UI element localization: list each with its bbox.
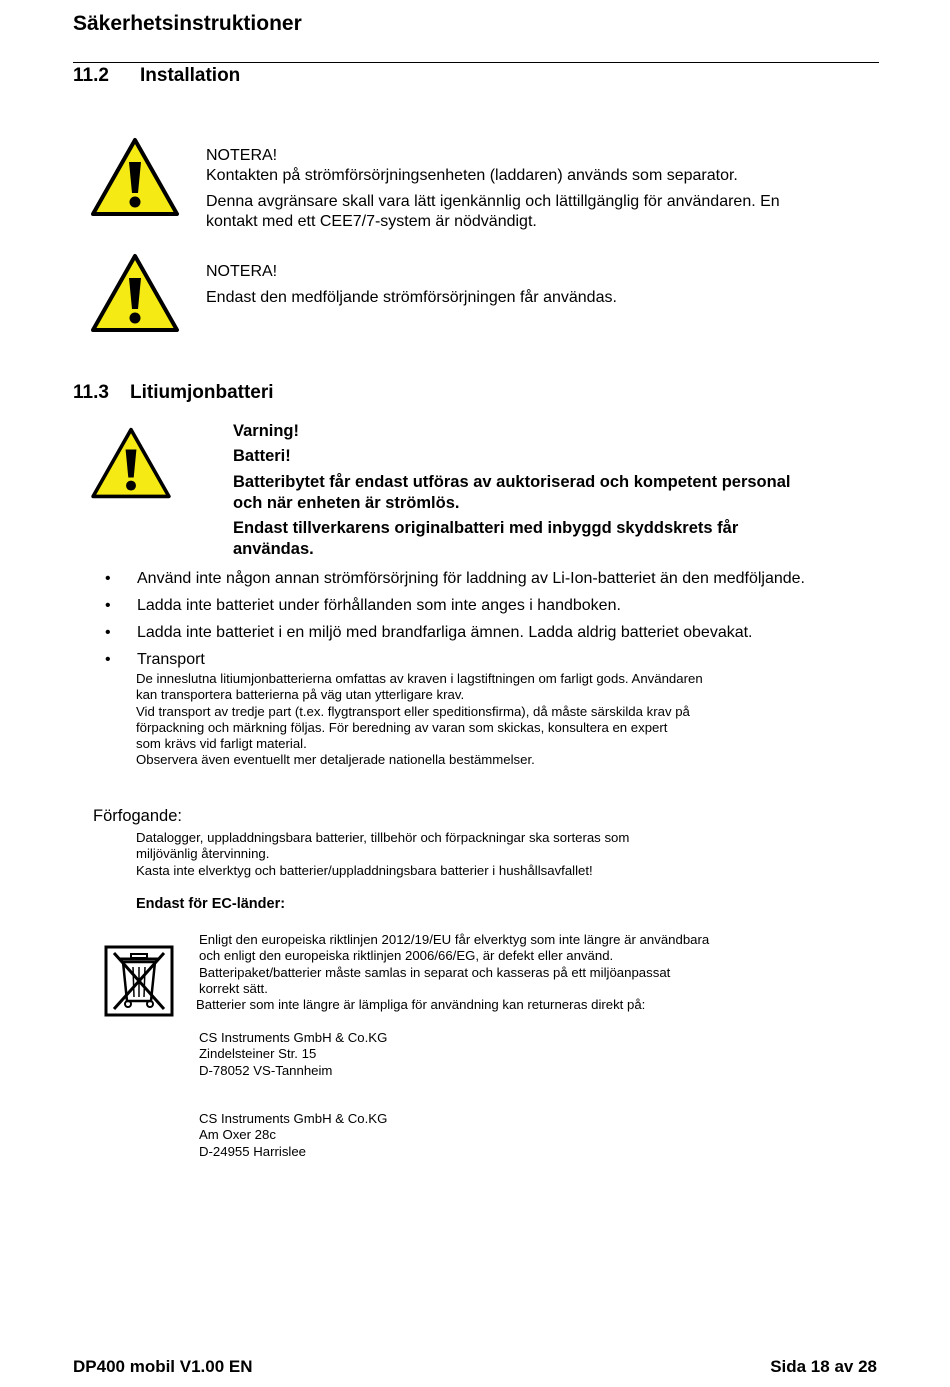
note1-line: kontakt med ett CEE7/7-system är nödvändigt. [206, 213, 537, 230]
address-line: D-78052 VS-Tannheim [199, 1062, 333, 1078]
return-line: Batterier som inte längre är lämpliga för användning kan returneras direkt på: [196, 997, 646, 1012]
warning-triangle-icon [90, 426, 172, 500]
ec-line: korrekt sätt. [199, 980, 268, 996]
list-item [105, 597, 621, 615]
list-item-text: Ladda inte batteriet under förhållanden som inte anges i handboken. [137, 597, 621, 614]
bullet-icon: • [105, 651, 111, 668]
disposal-line: Kasta inte elverktyg och batterier/uppladdningsbara batterier i hushållsavfallet! [136, 862, 593, 878]
warning-line: Varning! [233, 422, 300, 440]
bullet-icon: • [105, 624, 111, 641]
address-line: Zindelsteiner Str. 15 [199, 1046, 317, 1062]
bullet-icon: • [105, 597, 111, 614]
ec-line: och enligt den europeiska riktlinjen 2006/66/EG, är defekt eller använd. [199, 948, 614, 964]
note1-line: Kontakten på strömförsörjningsenheten (laddaren) används som separator. [206, 167, 738, 184]
list-item [105, 624, 753, 642]
transport-line: kan transportera batterierna på väg utan ytterligare krav. [136, 687, 465, 703]
address-line: CS Instruments GmbH & Co.KG [199, 1111, 388, 1126]
address-block [199, 1030, 387, 1079]
ec-line: Enligt den europeiska riktlinjen 2012/19/EU får elverktyg som inte längre är användbara [199, 932, 710, 947]
ec-heading: Endast för EC-länder: [136, 896, 286, 912]
warning-triangle-icon [90, 252, 180, 334]
transport-line: De inneslutna litiumjonbatterierna omfattas av kraven i lagstiftningen om farligt gods. Användaren [136, 671, 703, 686]
disposal-line: Datalogger, uppladdningsbara batterier, tillbehör och förpackningar ska sorteras som [136, 830, 630, 845]
transport-text [136, 671, 703, 769]
warning-line: Batteri! [233, 447, 291, 465]
crossed-bin-icon [104, 945, 174, 1022]
bullet-icon: • [105, 570, 111, 587]
warning-paragraph-line: och när enheten är strömlös. [233, 494, 460, 512]
section-11-2-number: 11.2 [73, 65, 109, 86]
address-line: Am Oxer 28c [199, 1127, 276, 1143]
transport-line: Vid transport av tredje part (t.ex. flygtransport eller speditionsfirma), då måste särskilda krav på [136, 703, 690, 719]
disposal-heading: Förfogande: [93, 807, 182, 825]
section-11-3-number: 11.3 [73, 382, 109, 403]
header-divider [73, 62, 879, 63]
footer-document-id: DP400 mobil V1.00 EN [73, 1357, 253, 1376]
address-block [199, 1111, 387, 1160]
list-item [105, 570, 805, 588]
list-item-text: Transport [137, 651, 205, 668]
note1-heading: NOTERA! [206, 147, 278, 164]
warning-paragraph-line: Endast tillverkarens originalbatteri med inbyggd skyddskrets får [233, 519, 739, 537]
page-header-title: Säkerhetsinstruktioner [73, 12, 302, 35]
disposal-line: miljövänlig återvinning. [136, 846, 270, 862]
list-item-text: Använd inte någon annan strömförsörjning för laddning av Li-Ion-batteriet än den medföljande. [137, 570, 805, 587]
ec-text [199, 932, 709, 997]
section-11-2-title: Installation [140, 65, 241, 86]
footer-page-number: Sida 18 av 28 [770, 1357, 877, 1376]
note2-line: Endast den medföljande strömförsörjningen får användas. [206, 289, 617, 306]
transport-line: förpackning och märkning följas. För beredning av varan som skickas, konsultera en expert [136, 719, 668, 735]
warning-paragraph-line: Batteribytet får endast utföras av auktoriserad och kompetent personal [233, 473, 791, 491]
warning-paragraph-line: användas. [233, 540, 314, 558]
disposal-text [136, 830, 629, 879]
address-line: CS Instruments GmbH & Co.KG [199, 1030, 388, 1045]
ec-line: Batteripaket/batterier måste samlas in separat och kasseras på ett miljöanpassat [199, 964, 671, 980]
note2-heading: NOTERA! [206, 263, 278, 280]
list-item-text: Ladda inte batteriet i en miljö med brandfarliga ämnen. Ladda aldrig batteriet obevakat. [137, 624, 753, 641]
address-line: D-24955 Harrislee [199, 1143, 307, 1159]
section-11-3-title: Litiumjonbatteri [130, 382, 274, 403]
list-item [105, 651, 205, 669]
transport-line: som krävs vid farligt material. [136, 736, 307, 752]
note1-line: Denna avgränsare skall vara lätt igenkännlig och lättillgänglig för användaren. En [206, 193, 780, 210]
transport-line: Observera även eventuellt mer detaljerade nationella bestämmelser. [136, 752, 535, 768]
warning-triangle-icon [90, 136, 180, 218]
